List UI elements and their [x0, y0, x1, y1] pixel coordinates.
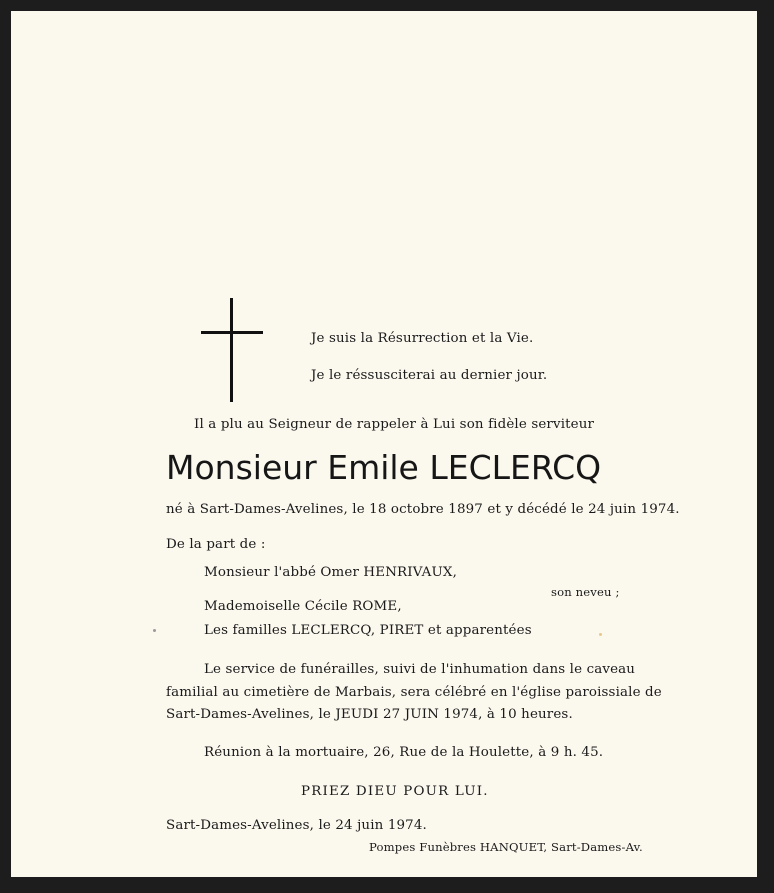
prayer-line: PRIEZ DIEU POUR LUI.: [301, 784, 489, 799]
deceased-name: Monsieur Emile LECLERCQ: [166, 448, 602, 487]
cross-icon-bar: [201, 331, 263, 334]
from-label: De la part de :: [166, 537, 266, 552]
family-line-2: Mademoiselle Cécile ROME,: [204, 599, 402, 614]
intro-text: Il a plu au Seigneur de rappeler à Lui son fidèle serviteur: [194, 417, 595, 432]
birth-death-line: né à Sart-Dames-Avelines, le 18 octobre 1897 et y décédé le 24 juin 1974.: [166, 502, 680, 517]
family-line-3: Les familles LECLERCQ, PIRET et apparentées: [204, 623, 532, 638]
family-line-1: Monsieur l'abbé Omer HENRIVAUX,: [204, 565, 457, 580]
death-notice-card: [11, 11, 757, 877]
reunion-line: Réunion à la mortuaire, 26, Rue de la Houlette, à 9 h. 45.: [204, 745, 604, 760]
verse-line-1: Je suis la Résurrection et la Vie.: [311, 331, 534, 346]
place-date-line: Sart-Dames-Avelines, le 24 juin 1974.: [166, 818, 427, 833]
service-line-3: Sart-Dames-Avelines, le JEUDI 27 JUIN 1974, à 10 heures.: [166, 707, 573, 722]
family-relation: son neveu ;: [551, 585, 620, 599]
funeral-home-line: Pompes Funèbres HANQUET, Sart-Dames-Av.: [369, 840, 643, 854]
verse-line-2: Je le réssusciterai au dernier jour.: [311, 368, 548, 383]
service-line-2: familial au cimetière de Marbais, sera célébré en l'église paroissiale de: [166, 685, 662, 700]
cross-icon: [230, 298, 233, 402]
service-line-1: Le service de funérailles, suivi de l'inhumation dans le caveau: [204, 662, 636, 677]
paper-speck: [153, 629, 156, 632]
paper-speck: [599, 633, 602, 636]
